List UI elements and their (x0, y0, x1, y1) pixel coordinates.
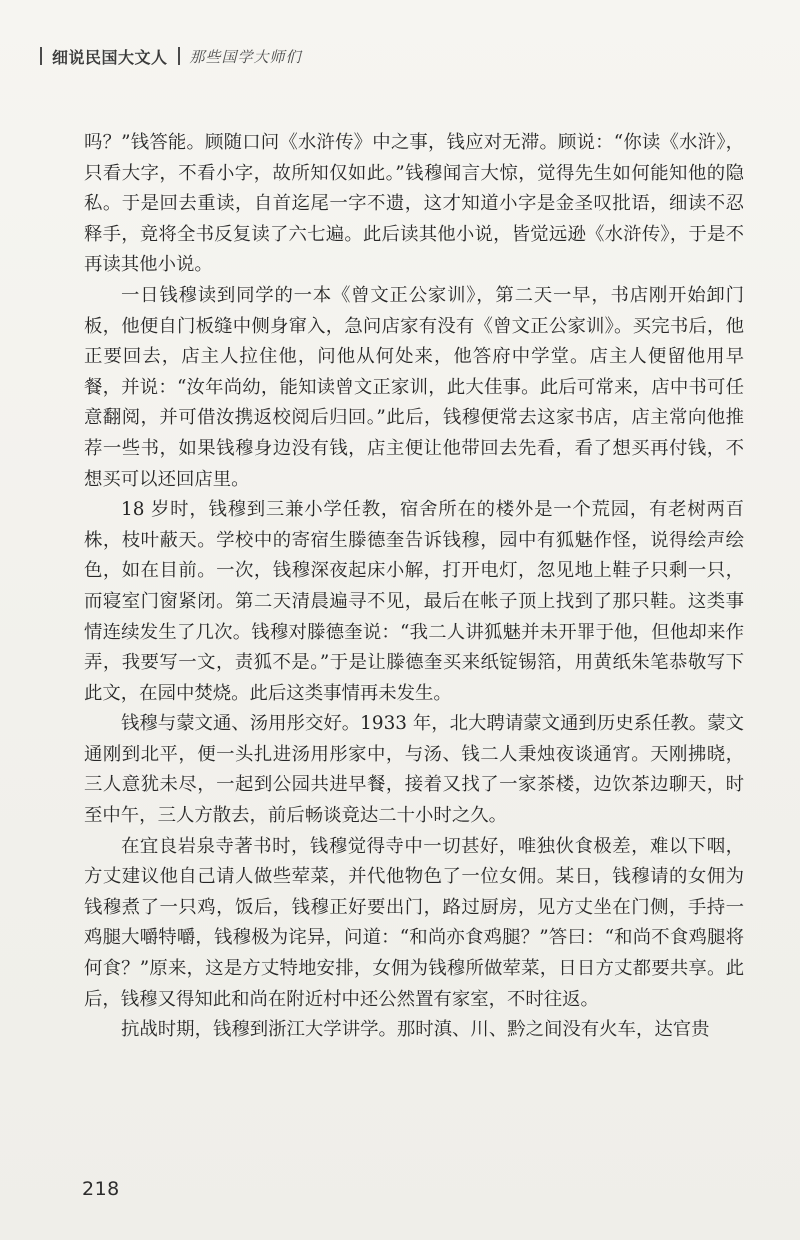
paragraph: 抗战时期，钱穆到浙江大学讲学。那时滇、川、黔之间没有火车，达官贵 (121, 1019, 710, 1041)
running-header (40, 44, 302, 68)
paragraph: 钱穆与蒙文通、汤用彤交好。1933 年，北大聘请蒙文通到历史系任教。蒙文通刚到北平，便一头扎进汤用彤家中，与汤、钱二人秉烛夜谈通宵。天刚拂晓，三人意犹未尽，一起到公园共进早餐，接着又找了一家茶楼，边饮茶边聊天，时至中午，三人方散去，前后畅谈竟达二十小时之久。 (84, 713, 744, 827)
paragraph: 18 岁时，钱穆到三兼小学任教，宿舍所在的楼外是一个荒园，有老树两百株，枝叶蔽天。学校中的寄宿生滕德奎告诉钱穆，园中有狐魅作怪，说得绘声绘色，如在目前。一次，钱穆深夜起床小解，打开电灯，忽见地上鞋子只剩一只，而寝室门窗紧闭。第二天清晨遍寻不见，最后在帐子顶上找到了那只鞋。这类事情连续发生了几次。钱穆对滕德奎说：“我二人讲狐魅并未开罪于他，但他却来作弄，我要写一文，责狐不是。”于是让滕德奎买来纸锭锡箔，用黄纸朱笔恭敬写下此文，在园中焚烧。此后这类事情再未发生。 (84, 499, 744, 704)
page-number: 218 (82, 1178, 120, 1200)
paragraph: 在宜良岩泉寺著书时，钱穆觉得寺中一切甚好，唯独伙食极差，难以下咽，方丈建议他自己请人做些荤菜，并代他物色了一位女佣。某日，钱穆请的女佣为钱穆煮了一只鸡，饭后，钱穆正好要出门，路过厨房，见方丈坐在门侧，手持一鸡腿大嚼特嚼，钱穆极为诧异，问道：“和尚亦食鸡腿？”答曰：“和尚不食鸡腿将何食？”原来，这是方丈特地安排，女佣为钱穆所做荤菜，日日方丈都要共享。此后，钱穆又得知此和尚在附近村中还公然置有家室，不时往返。 (84, 835, 744, 1010)
paragraph: 吗？”钱答能。顾随口问《水浒传》中之事，钱应对无滞。顾说：“你读《水浒》，只看大字，不看小字，故所知仅如此。”钱穆闻言大惊，觉得先生如何能知他的隐私。于是回去重读，自首迄尾一字不遗，这才知道小字是金圣叹批语，细读不忍释手，竟将全书反复读了六七遍。此后读其他小说，皆觉远逊《水浒传》，于是不再读其他小说。 (84, 132, 744, 276)
book-subtitle: 那些国学大师们 (189, 47, 302, 66)
header-rule-separator (178, 47, 180, 65)
paragraph: 一日钱穆读到同学的一本《曾文正公家训》，第二天一早，书店刚开始卸门板，他便自门板缝中侧身窜入，急问店家有没有《曾文正公家训》。买完书后，他正要回去，店主人拉住他，问他从何处来，他答府中学堂。店主人便留他用早餐，并说：“汝年尚幼，能知读曾文正家训，此大佳事。此后可常来，店中书可任意翻阅，并可借汝携返校阅后归回。”此后，钱穆便常去这家书店，店主常向他推荐一些书，如果钱穆身边没有钱，店主便让他带回去先看，看了想买再付钱，不想买可以还回店里。 (84, 284, 744, 490)
series-title: 细说民国大文人 (52, 47, 168, 67)
body-text (84, 128, 744, 1046)
header-rule-left (40, 47, 42, 65)
